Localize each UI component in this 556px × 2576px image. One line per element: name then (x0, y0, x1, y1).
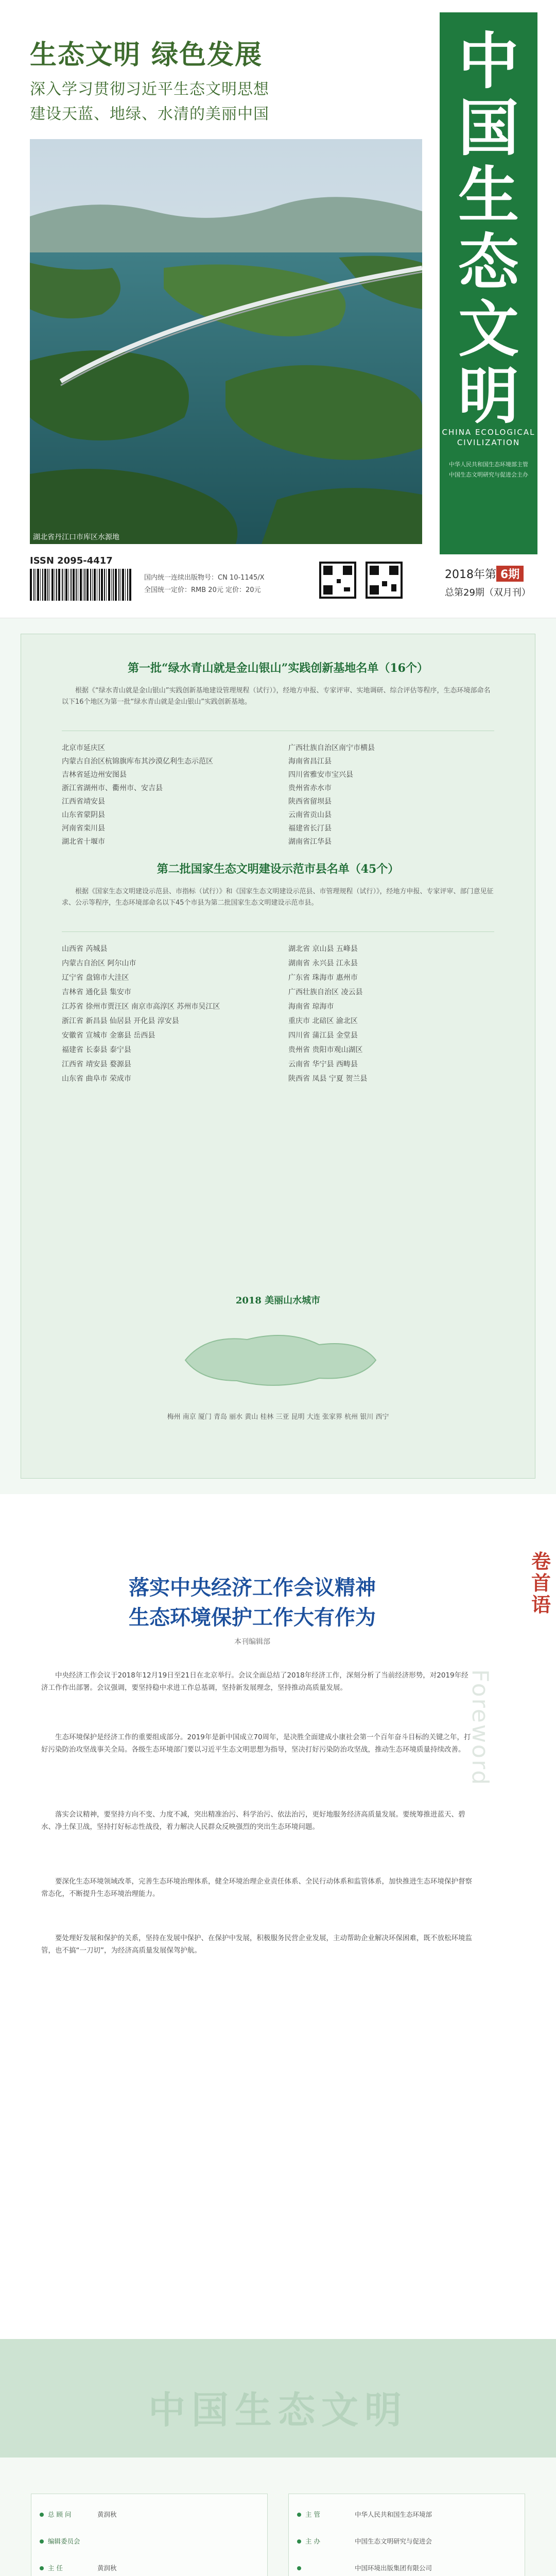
base-list-item: 河南省栾川县 (62, 824, 105, 833)
info-row (40, 2563, 117, 2572)
base-list-item: 山东省蒙阴县 (62, 811, 105, 819)
demo-list-item: 吉林省 通化县 集安市 (62, 988, 131, 996)
bullet-icon (40, 2539, 44, 2544)
barcode-bar (101, 569, 103, 601)
barcode-bar (62, 569, 63, 601)
barcode-bar (90, 569, 91, 601)
info-label: 总 顾 问 (48, 2511, 72, 2518)
barcode-bar (40, 569, 41, 601)
demo-list-item: 四川省 蒲江县 金堂县 (288, 1031, 358, 1040)
masthead-char: 态 (458, 226, 519, 298)
barcode-bar (125, 569, 126, 601)
masthead-char: 生 (458, 159, 519, 231)
barcode-bar (76, 569, 77, 601)
cover-photo (30, 139, 422, 544)
foreword-paragraph: 落实会议精神，要坚持方向不变、力度不减，突出精准治污、科学治污、依法治污，更好地服务经济高质量发展。要统筹推进蓝天、碧水、净土保卫战，坚持打好标志性战役，着力解决人民群众反映强烈的突出生态环境问题。 (41, 1810, 465, 1831)
demo-list-item: 广东省 珠海市 惠州市 (288, 974, 358, 982)
demo-list-item: 福建省 长泰县 泰宁县 (62, 1046, 131, 1054)
foreword-english-label: Foreword (467, 1669, 493, 1787)
cover-subtitle-1: 深入学习贯彻习近平生态文明思想 (30, 80, 269, 98)
info-label: 主 任 (48, 2564, 63, 2572)
barcode-bar (84, 569, 85, 601)
demo-list-item: 内蒙古自治区 阿尔山市 (62, 959, 136, 968)
barcode-bar (71, 569, 72, 601)
list-intro-2: 根据《国家生态文明建设示范县、市指标（试行）》和《国家生态文明建设示范县、市管理规程（试行）》，经地方申报、专家评审、部门意见征求、公示等程序，生态环境部命名以下45个市县为第二批国家生态文明建设示范市县。 (62, 888, 494, 907)
base-list-item: 海南省昌江县 (288, 757, 332, 766)
publisher-info-column (288, 2494, 525, 2576)
vertical-char: 语 (531, 1594, 551, 1616)
barcode-bar (127, 569, 128, 601)
list-intro-1: 根据《“绿水青山就是金山银山”实践创新基地建设管理规程（试行）》，经地方申报、专家评审、实地调研、综合评估等程序，生态环境部命名以下16个地区为第一批“绿水青山就是金山银山”实践创新基地。 (62, 687, 491, 706)
barcode-bar (94, 569, 96, 601)
demo-list-item: 山东省 曲阜市 荣成市 (62, 1075, 131, 1083)
foreword-byline: 本刊编辑部 (234, 1638, 270, 1646)
issue-date (445, 566, 524, 582)
barcode-bar (111, 569, 112, 601)
masthead-char: 明 (458, 360, 519, 432)
price-line: 全国统一定价：RMB 20元 定价：20元 (144, 586, 261, 594)
info-value: 中国环境出版集团有限公司 (355, 2564, 432, 2572)
base-list-item: 内蒙古自治区杭锦旗库布其沙漠亿利生态示范区 (62, 757, 213, 766)
info-row (297, 2563, 432, 2572)
cover-slogan: 生态文明 绿色发展 (30, 40, 263, 71)
reservoir-bridge-illustration (30, 139, 422, 544)
demo-list-item: 湖北省 京山县 五峰县 (288, 945, 358, 953)
barcode-bar (80, 569, 82, 601)
demo-list-item: 江苏省 徐州市贾汪区 南京市高淳区 苏州市吴江区 (62, 1003, 220, 1011)
barcode-bar (30, 569, 32, 601)
demo-list-item: 重庆市 北碚区 渝北区 (288, 1017, 358, 1025)
cover-page (0, 0, 556, 618)
issue-number-badge: 6期 (496, 566, 524, 582)
foreword-title-2: 生态环境保护工作大有作为 (129, 1605, 376, 1630)
total-issue: 总第29期（双月刊） (445, 587, 531, 598)
masthead-char: 国 (458, 92, 519, 164)
base-list-item: 福建省长汀县 (288, 824, 332, 833)
bullet-icon (297, 2513, 301, 2517)
cn-number: 国内统一连续出版物号：CN 10-1145/X (144, 574, 265, 582)
barcode-bar (108, 569, 110, 601)
masthead-english: CHINA ECOLOGICAL CIVILIZATION (442, 428, 535, 447)
info-label: 主 管 (305, 2511, 320, 2518)
demo-list-item: 云南省 华宁县 西畴县 (288, 1060, 358, 1069)
china-map-icon (165, 1319, 391, 1396)
issn-label: ISSN 2095-4417 (30, 555, 113, 566)
info-watermark: 中国生态文明 (148, 2388, 408, 2432)
barcode-bar (122, 569, 124, 601)
year-issue-prefix: 2018年第 (445, 568, 496, 581)
demo-list-item: 江西省 靖安县 婺源县 (62, 1060, 131, 1069)
info-value: 中国生态文明研究与促进会 (355, 2537, 432, 2545)
demo-list-item: 辽宁省 盘锦市大洼区 (62, 974, 129, 982)
list-heading-2: 第二批国家生态文明建设示范市县名单（45个） (157, 862, 399, 876)
list-heading-1: 第一批“绿水青山就是金山银山”实践创新基地名单（16个） (128, 662, 428, 675)
base-list-item: 江西省靖安县 (62, 798, 105, 806)
base-list-item: 四川省雅安市宝兴县 (288, 771, 353, 779)
barcode-bar (118, 569, 119, 601)
demo-list-item: 海南省 琼海市 (288, 1003, 334, 1011)
base-list-item: 吉林省延边州安图县 (62, 771, 127, 779)
cover-subtitle-2: 建设天蓝、地绿、水清的美丽中国 (30, 105, 269, 123)
base-list-item: 贵州省赤水市 (288, 784, 332, 792)
editorial-info-page (0, 2339, 556, 2576)
barcode-bar (56, 569, 57, 601)
list-heading-3: 2018 美丽山水城市 (235, 1295, 321, 1306)
barcode-bar (65, 569, 67, 601)
barcode-bar (120, 569, 121, 601)
barcode-bar (68, 569, 69, 601)
info-label: 编辑委员会 (48, 2537, 80, 2545)
demo-list-item: 浙江省 新昌县 仙居县 开化县 淳安县 (62, 1017, 179, 1025)
info-label: 主 办 (305, 2537, 320, 2545)
barcode-bar (99, 569, 100, 601)
base-list-item: 湖南省江华县 (288, 838, 332, 846)
barcode-bar (92, 569, 93, 601)
info-value: 黄润秋 (97, 2564, 117, 2572)
demo-list-item: 贵州省 贵阳市观山湖区 (288, 1046, 363, 1054)
demo-list-item: 安徽省 宣城市 金寨县 岳西县 (62, 1031, 155, 1040)
demo-list-item: 山西省 芮城县 (62, 945, 108, 953)
divider (62, 931, 494, 932)
barcode-icon (30, 569, 133, 601)
bullet-icon (40, 2566, 44, 2570)
vertical-char: 卷 (531, 1550, 551, 1573)
info-row (40, 2510, 117, 2519)
foreword-paragraph: 生态环境保护是经济工作的重要组成部分。2019年是新中国成立70周年，是决胜全面建成小康社会第一个百年奋斗目标的关键之年，打好污染防治攻坚战事关全局。各级生态环境部门要以习近平生态文明思想为指导，坚决打好污染防治攻坚战，推动生态环境质量持续改善。 (41, 1733, 471, 1754)
bullet-icon (297, 2566, 301, 2570)
vertical-char: 首 (531, 1572, 551, 1595)
demo-list-item: 广西壮族自治区 凌云县 (288, 988, 363, 996)
base-list-item: 广西壮族自治区南宁市横县 (288, 744, 375, 752)
base-list-item: 湖北省十堰市 (62, 838, 105, 846)
base-list-item: 北京市延庆区 (62, 744, 105, 752)
qr-code-icon (319, 562, 356, 599)
barcode-bar (129, 569, 131, 601)
bullet-icon (297, 2539, 301, 2544)
barcode-bar (115, 569, 117, 601)
qr-code-icon (366, 562, 403, 599)
barcode-bar (51, 569, 54, 601)
barcode-bar (42, 569, 43, 601)
masthead (440, 12, 537, 554)
demo-list-item: 陕西省 凤县 宁夏 贺兰县 (288, 1075, 368, 1083)
barcode-bar (113, 569, 114, 601)
barcode-bar (47, 569, 48, 601)
foreword-title-1: 落实中央经济工作会议精神 (129, 1575, 376, 1600)
barcode-bar (86, 569, 89, 601)
info-value: 黄润秋 (97, 2511, 117, 2518)
base-list-item: 陕西省留坝县 (288, 798, 332, 806)
bullet-icon (40, 2513, 44, 2517)
foreword-vertical-label (531, 1551, 549, 1616)
demo-list-item: 湖南省 永兴县 江永县 (288, 959, 358, 968)
info-row (297, 2536, 432, 2546)
list-page (0, 618, 556, 1494)
barcode-bar (37, 569, 39, 601)
cover-photo-caption: 湖北省丹江口市库区水源地 (33, 533, 119, 541)
barcode-bar (33, 569, 34, 601)
info-value: 中华人民共和国生态环境部 (355, 2511, 432, 2518)
info-row (40, 2536, 97, 2546)
barcode-bar (106, 569, 107, 601)
base-list-item: 浙江省湖州市、衢州市、安吉县 (62, 784, 163, 792)
masthead-org-1: 中华人民共和国生态环境部主管 (449, 461, 528, 468)
masthead-char: 中 (458, 25, 519, 97)
barcode-bar (58, 569, 60, 601)
barcode-bar (104, 569, 105, 601)
beautiful-cities: 梅州 南京 厦门 青岛 丽水 黄山 桂林 三亚 昆明 大连 张家界 杭州 银川 西宁 (167, 1413, 389, 1421)
foreword-paragraph: 中央经济工作会议于2018年12月19日至21日在北京举行。会议全面总结了2018年经济工作，深刻分析了当前经济形势，对2019年经济工作作出部署。会议强调，要坚持稳中求进工作总基调，坚持新发展理念，坚持推动高质量发展。 (41, 1671, 468, 1692)
editorial-board-column (31, 2494, 268, 2576)
masthead-org-2: 中国生态文明研究与促进会主办 (449, 471, 528, 478)
foreword-paragraph: 要处理好发展和保护的关系，坚持在发展中保护、在保护中发展，积极服务民营企业发展，主动帮助企业解决环保困难，既不放松环境监管，也不搞“一刀切”，为经济高质量发展保驾护航。 (41, 1934, 472, 1955)
info-row (297, 2510, 432, 2519)
foreword-paragraph: 要深化生态环境领域改革，完善生态环境治理体系，健全环境治理企业责任体系、全民行动体系和监管体系，加快推进生态环境保护督察常态化，不断提升生态环境治理能力。 (41, 1877, 472, 1898)
barcode-bar (49, 569, 50, 601)
base-list-item: 云南省贡山县 (288, 811, 332, 819)
barcode-bar (44, 569, 46, 601)
barcode-bar (73, 569, 75, 601)
masthead-char: 文 (458, 293, 519, 365)
foreword-page (0, 1494, 556, 2339)
